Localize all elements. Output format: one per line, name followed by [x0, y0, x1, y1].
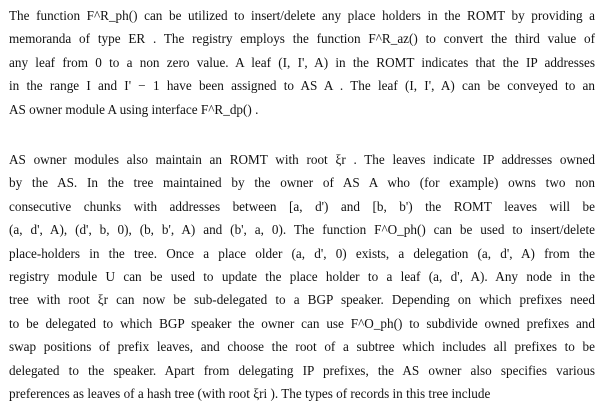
text-line: to be delegated to which BGP speaker the owner can use F^O_ph() to subdivide owned prefixes and — [9, 315, 595, 331]
text-line: (a, d', A), (d', b, 0), (b, b', A) and (b', a, 0). The function F^O_ph() can be used to insert/delete — [9, 222, 595, 238]
paragraph-romt-functions — [9, 4, 595, 121]
text-line: The function F^R_ph() can be utilized to insert/delete any place holders in the ROMT by providing a — [9, 8, 595, 23]
text-line: preferences as leaves of a hash tree (with root ξri ). The types of records in this tree include — [9, 385, 491, 401]
text-line: any leaf from 0 to a non zero value. A leaf (I, I', A) in the ROMT indicates that the IP addresses — [9, 54, 595, 70]
text-line: AS owner modules also maintain an ROMT with root ξr . The leaves indicate IP addresses owned — [9, 152, 595, 167]
text-line: AS owner module A using interface F^R_dp() . — [9, 101, 259, 117]
text-line: swap positions of prefix leaves, and choose the root of a subtree which includes all prefixes to be — [9, 339, 595, 355]
text-line: tree with root ξr can now be sub-delegated to a BGP speaker. Depending on which prefixes need — [9, 292, 595, 308]
paragraph-as-owner-modules — [9, 148, 595, 405]
text-line: by the AS. In the tree maintained by the owner of AS A who (for example) owns two non — [9, 175, 595, 191]
text-line: place-holders in the tree. Once a place older (a, d', 0) exists, a delegation (a, d', A) from the — [9, 245, 595, 261]
text-line: registry module U can be used to update the place holder to a leaf (a, d', A). Any node in the — [9, 268, 595, 284]
text-line: memoranda of type ER . The registry employs the function F^R_az() to convert the third value of — [9, 31, 595, 47]
text-line: consecutive chunks with addresses between [a, d') and [b, b') the ROMT leaves will be — [9, 198, 595, 214]
text-line: in the range I and I' − 1 have been assigned to AS A . The leaf (I, I', A) can be conveyed to an — [9, 78, 595, 94]
text-line: delegated to the speaker. Apart from delegating IP prefixes, the AS owner also specifies various — [9, 362, 595, 378]
